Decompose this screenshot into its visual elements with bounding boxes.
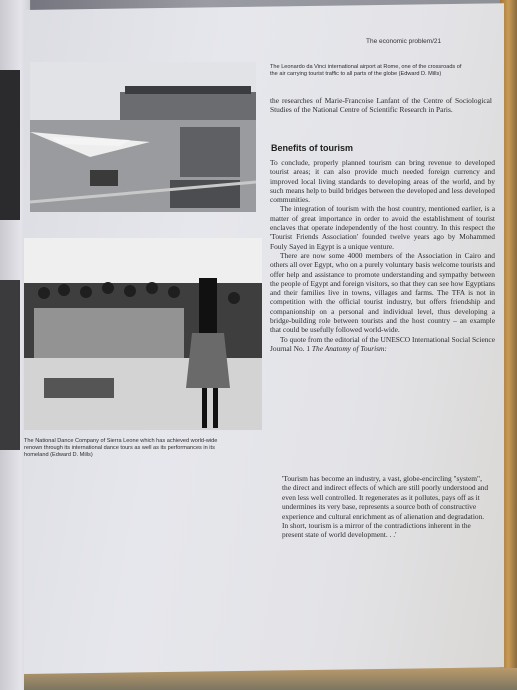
- facing-page-photo: [0, 70, 20, 220]
- dance-caption: The National Dance Company of Sierra Leone which has achieved world-wide renown through its international dance tours as well as its performances in its homeland (Edward D. Mills): [24, 438, 218, 458]
- body-text: [270, 158, 495, 353]
- airport-photo-illustration: [30, 62, 256, 212]
- facing-page-photo: [0, 280, 20, 450]
- quote-intro-text: To quote from the editorial of the UNESCO International Social Science Journal No. 1: [270, 334, 495, 353]
- paragraph: There are now some 4000 members of the Association in Cairo and others all over Egypt, who on a purely voluntary basis welcome tourists and offer help and assistance to promote understanding and sympathy between the people of Egypt and foreign visitors, so that they can see how Egyptians and their families live in towns, villages and farms. The TFA is not in competition with the official tourist industry, but offers friendship and companionship on a personal and individual level, thus developing a bridge-building role between tourists and the host country – an example that could be usefully followed world-wide.: [270, 250, 495, 335]
- dance-photo-illustration: [24, 238, 262, 430]
- airport-caption: The Leonardo da Vinci international airport at Rome, one of the crossroads of the air carrying tourist traffic to all parts of the globe (Edward D. Mills): [270, 64, 462, 77]
- quote-intro: [270, 335, 495, 354]
- paragraph: The integration of tourism with the host country, mentioned earlier, is a matter of great importance in order to avoid the establishment of tourist enclaves that operate independently of the host country. In this respect the 'Tourist Friends Association' founded twelve years ago by Mohammed Fouly Sayed in Egypt is a unique venture.: [270, 204, 495, 251]
- quote-source: The Anatomy of Tourism:: [311, 343, 387, 353]
- running-head: The economic problem/21: [366, 38, 442, 45]
- block-quote: 'Tourism has become an industry, a vast, globe-encircling "system", the direct and indirect effects of which are still poorly understood and even less well controlled. It regenerates as it pollutes, pays off as it undermines its very base, represents a source both of constructive experience and cultural enrichment as of alienation and degradation. In short, tourism is a mirror of the contradictions inherent in the present state of world development. . .': [282, 474, 489, 540]
- airport-photo: [30, 62, 256, 212]
- paragraph: To conclude, properly planned tourism can bring revenue to developed tourist areas; it can also provide much needed foreign currency and improved local living standards to developing areas of the world, and by such means help to build bridges between the developed and less developed communities.: [270, 158, 495, 205]
- section-heading: Benefits of tourism: [271, 143, 354, 153]
- column-continuation: the researches of Marie-Francoise Lanfant of the Centre of Sociological Studies of the National Centre of Scientific Research in Paris.: [270, 96, 492, 115]
- dance-photo: [24, 238, 262, 430]
